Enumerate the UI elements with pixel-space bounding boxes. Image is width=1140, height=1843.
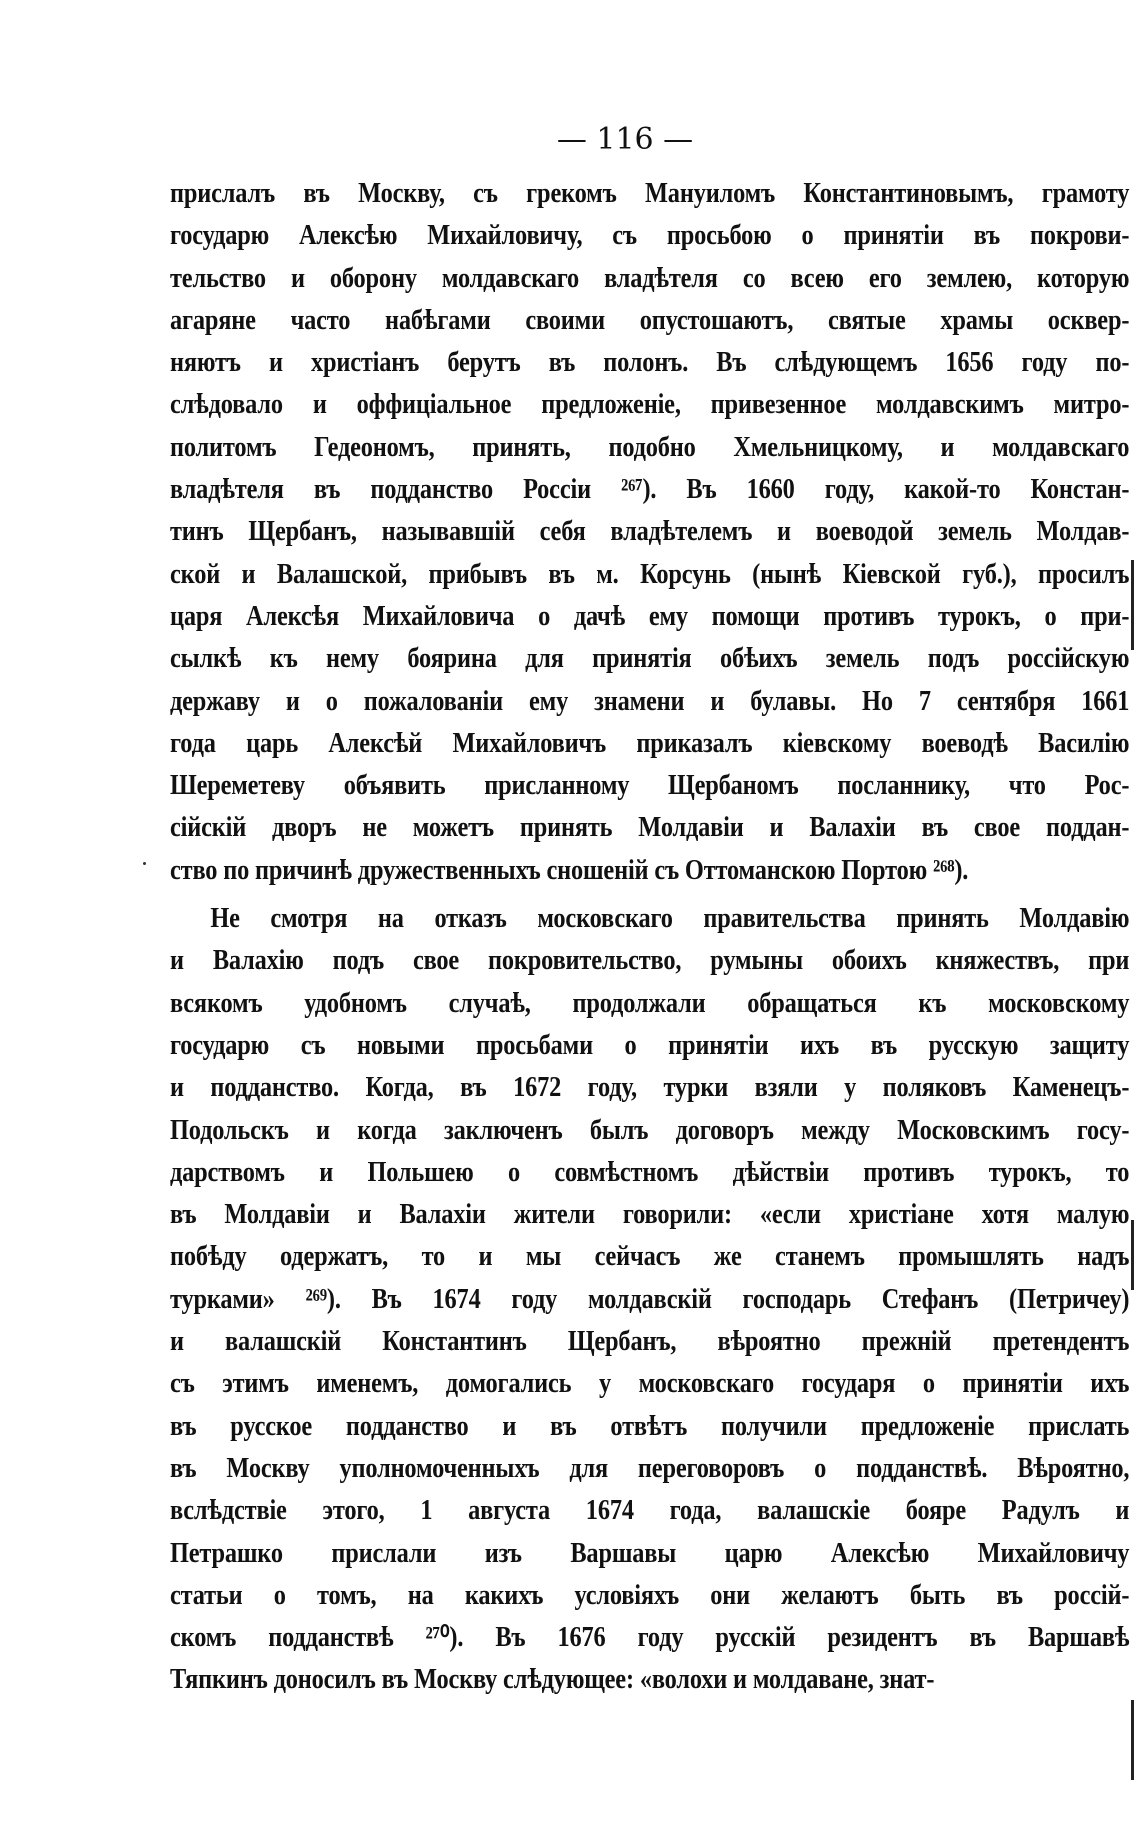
scan-speck (143, 862, 146, 865)
text-line: Не смотря на отказъ московскаго правительства принять Молдавію (210, 902, 1130, 935)
text-line: и валашскій Константинъ Щербанъ, вѣроятно прежній претендентъ (170, 1325, 1130, 1358)
text-line: владѣтеля въ подданство Россіи ²⁶⁷). Въ 1660 году, какой-то Констан- (170, 473, 1130, 506)
text-line: Подольскъ и когда заключенъ былъ договоръ между Московскимъ госу- (170, 1113, 1130, 1146)
text-line: въ Молдавіи и Валахіи жители говорили: «если христіане хотя малую (170, 1198, 1130, 1231)
text-line: всякомъ удобномъ случаѣ, продолжали обращаться къ московскому (170, 986, 1130, 1019)
scan-edge-mark (1131, 1700, 1134, 1780)
text-line: сійскій дворъ не можетъ принять Молдавіи и Валахіи въ свое поддан- (170, 811, 1130, 844)
text-line: въ Москву уполномоченныхъ для переговоровъ о подданствѣ. Вѣроятно, (170, 1451, 1130, 1484)
text-line: года царь Алексѣй Михайловичъ приказалъ кіевскому воеводѣ Василію (170, 726, 1130, 759)
text-line: скомъ подданствѣ ²⁷⁰). Въ 1676 году русскій резидентъ въ Варшавѣ (170, 1621, 1130, 1654)
body-text (170, 172, 1130, 1701)
page-number: — 116 — (556, 122, 694, 157)
text-line: Петрашко прислали изъ Варшавы царю Алексѣю Михайловичу (170, 1536, 1130, 1569)
text-line: няютъ и христіанъ берутъ въ полонъ. Въ слѣдующемъ 1656 году по- (170, 346, 1130, 379)
text-line: государю съ новыми просьбами о принятіи ихъ въ русскую защиту (170, 1028, 1130, 1061)
text-line: побѣду одержатъ, то и мы сейчасъ же станемъ промышлять надъ (170, 1240, 1130, 1273)
scan-edge-mark (1131, 1220, 1134, 1290)
text-line: тельство и оборону молдавскаго владѣтеля со всею его землею, которую (170, 261, 1130, 294)
text-line: ство по причинѣ дружественныхъ сношеній съ Оттоманскою Портою ²⁶⁸). (170, 853, 969, 886)
text-line: прислалъ въ Москву, съ грекомъ Мануиломъ Константиновымъ, грамоту (170, 177, 1130, 209)
text-line: турками» ²⁶⁹). Въ 1674 году молдавскій господарь Стефанъ (Петричеу) (170, 1282, 1130, 1315)
text-line: тинъ Щербанъ, называвшій себя владѣтелемъ и воеводой земель Молдав- (170, 515, 1130, 548)
text-line: въ русское подданство и въ отвѣтъ получили предложеніе прислать (170, 1409, 1130, 1442)
text-line: Шереметеву объявить присланному Щербаномъ посланнику, что Рос- (170, 769, 1130, 802)
text-line: и Валахію подъ свое покровительство, румыны обоихъ княжествъ, при (170, 944, 1130, 977)
text-line: царя Алексѣя Михайловича о дачѣ ему помощи противъ турокъ, о при- (170, 599, 1130, 632)
text-line: съ этимъ именемъ, домогались у московскаго государя о принятіи ихъ (170, 1367, 1130, 1400)
text-line: Тяпкинъ доносилъ въ Москву слѣдующее: «волохи и молдаване, знат- (170, 1663, 935, 1696)
text-line: политомъ Гедеономъ, принять, подобно Хмельницкому, и молдавскаго (170, 430, 1130, 463)
text-line: сылкѣ къ нему боярина для принятія обѣихъ земель подъ россійскую (170, 642, 1130, 675)
text-line: и подданство. Когда, въ 1672 году, турки взяли у поляковъ Каменецъ- (170, 1071, 1130, 1104)
text-line: статьи о томъ, на какихъ условіяхъ они желаютъ быть въ россій- (170, 1578, 1130, 1611)
text-line: дарствомъ и Польшею о совмѣстномъ дѣйствіи противъ турокъ, то (170, 1155, 1130, 1188)
text-line: государю Алексѣю Михайловичу, съ просьбою о принятіи въ покрови- (170, 219, 1130, 252)
text-line: державу и о пожалованіи ему знамени и булавы. Но 7 сентября 1661 (170, 684, 1130, 717)
scan-edge-mark (1131, 560, 1134, 650)
text-line: ской и Валашской, прибывъ въ м. Корсунь (нынѣ Кіевской губ.), просилъ (170, 557, 1130, 590)
text-line: слѣдовало и оффиціальное предложеніе, привезенное молдавскимъ митро- (170, 388, 1130, 421)
text-line: агаряне часто набѣгами своими опустошаютъ, святые храмы осквер- (170, 303, 1130, 336)
text-line: вслѣдствіе этого, 1 августа 1674 года, валашскіе бояре Радулъ и (170, 1494, 1130, 1527)
